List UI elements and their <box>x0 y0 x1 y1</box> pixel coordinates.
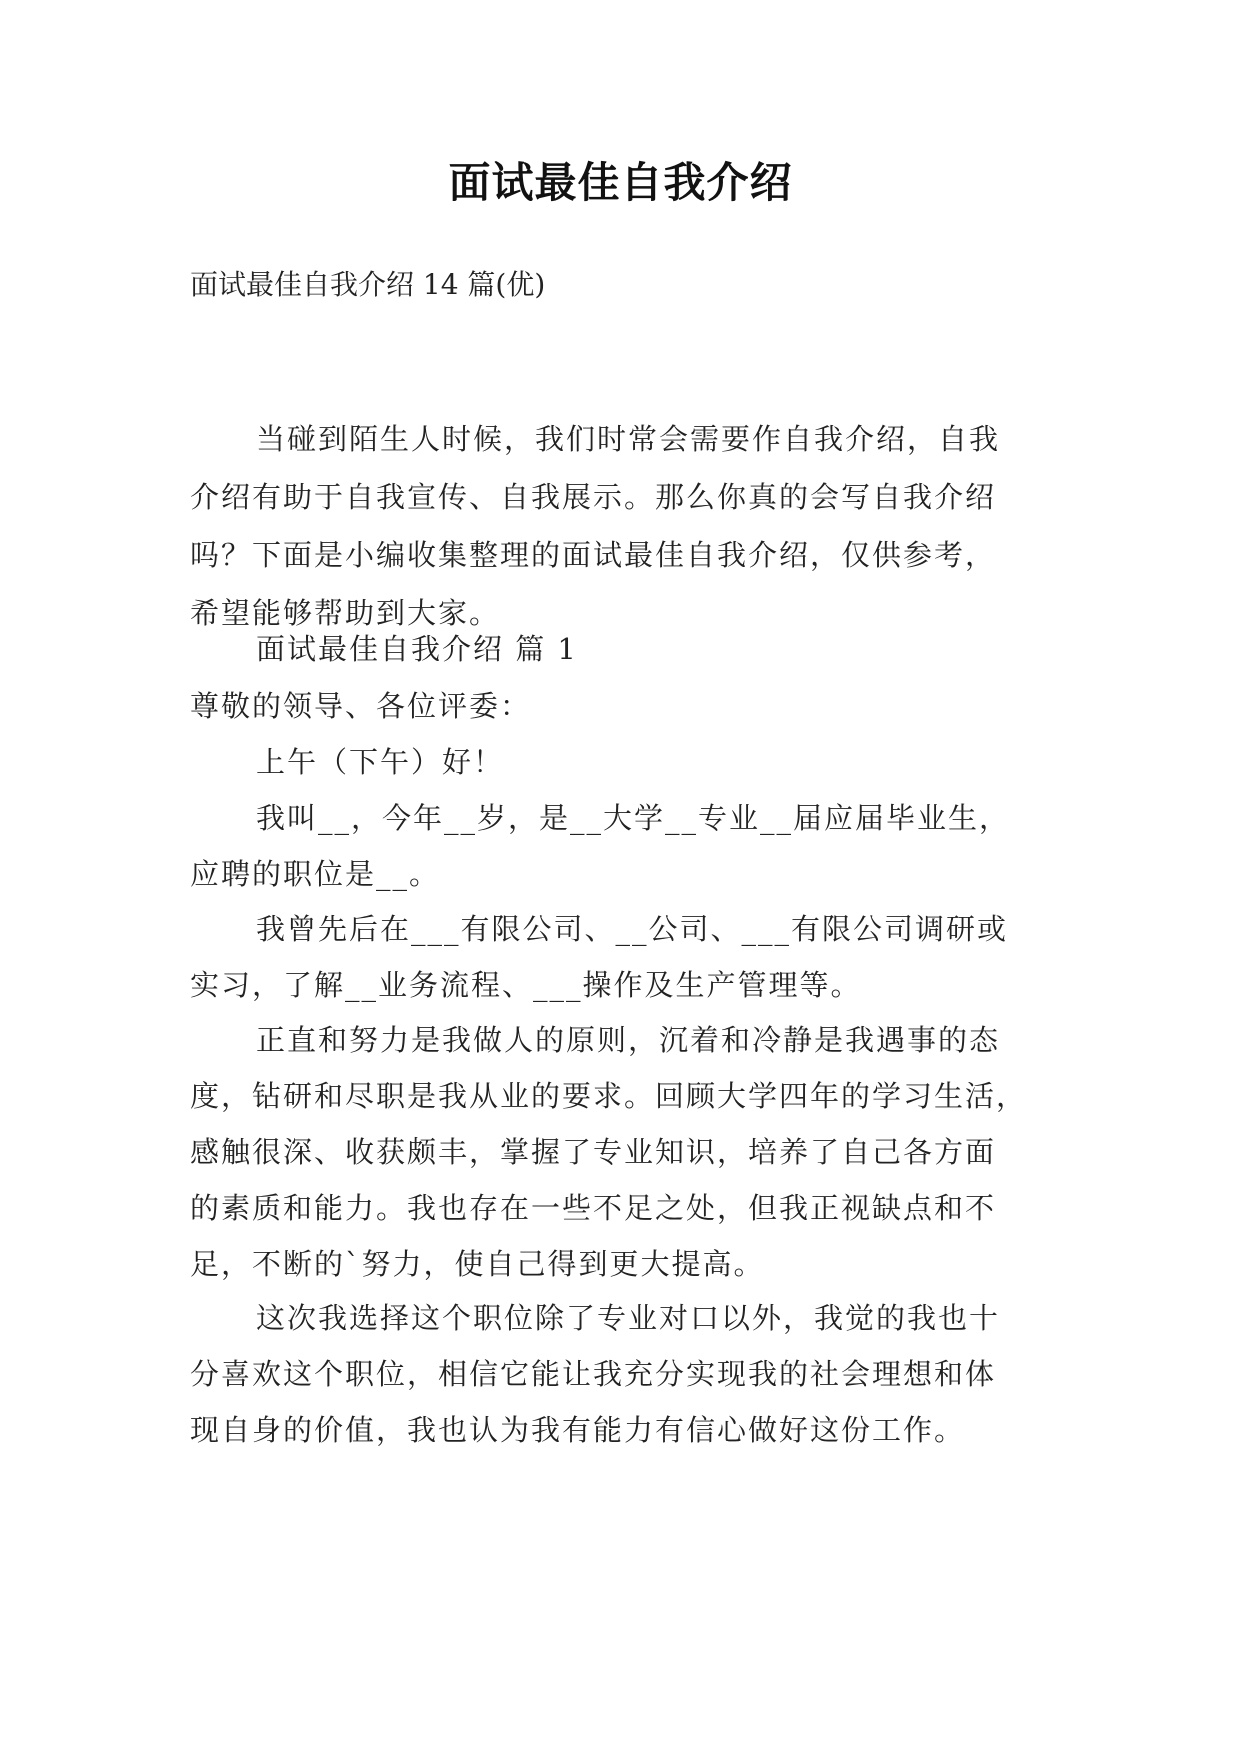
paragraph-4 <box>190 1290 1050 1458</box>
document-subtitle: 面试最佳自我介绍 14 篇(优) <box>190 268 546 301</box>
salutation: 尊敬的领导、各位评委： <box>190 689 532 723</box>
paragraph-line: 这次我选择这个职位除了专业对口以外，我觉的我也十 <box>256 1301 1001 1335</box>
intro-line: 当碰到陌生人时候，我们时常会需要作自我介绍，自我 <box>256 422 1001 456</box>
paragraph-line: 应聘的职位是__。 <box>190 857 441 891</box>
paragraph-line: 现自身的价值，我也认为我有能力有信心做好这份工作。 <box>190 1413 966 1447</box>
paragraph-line: 度，钻研和尽职是我从业的要求。回顾大学四年的学习生活， <box>190 1079 1028 1113</box>
intro-line: 希望能够帮助到大家。 <box>190 596 501 630</box>
paragraph-1 <box>190 790 1050 902</box>
intro-line: 吗？下面是小编收集整理的面试最佳自我介绍，仅供参考， <box>190 538 997 572</box>
intro-paragraph <box>190 410 1050 642</box>
section-heading: 面试最佳自我介绍 篇 1 <box>256 632 578 666</box>
greeting-block <box>190 734 1050 790</box>
paragraph-3 <box>190 1012 1050 1292</box>
document-title: 面试最佳自我介绍 <box>448 158 793 207</box>
intro-line: 介绍有助于自我宣传、自我展示。那么你真的会写自我介绍 <box>190 480 997 514</box>
salutation-block <box>190 678 1050 734</box>
paragraph-line: 正直和努力是我做人的原则，沉着和冷静是我遇事的态 <box>256 1023 1001 1057</box>
paragraph-line: 我曾先后在___有限公司、__公司、___有限公司调研或 <box>256 912 1009 946</box>
paragraph-line: 足，不断的`努力，使自己得到更大提高。 <box>190 1247 765 1281</box>
paragraph-2 <box>190 901 1050 1013</box>
paragraph-line: 实习，了解__业务流程、___操作及生产管理等。 <box>190 968 862 1002</box>
paragraph-line: 我叫__，今年__岁，是__大学__专业__届应届毕业生， <box>256 801 1011 835</box>
paragraph-line: 的素质和能力。我也存在一些不足之处，但我正视缺点和不 <box>190 1191 997 1225</box>
paragraph-line: 分喜欢这个职位，相信它能让我充分实现我的社会理想和体 <box>190 1357 997 1391</box>
paragraph-line: 感触很深、收获颇丰，掌握了专业知识，培养了自己各方面 <box>190 1135 997 1169</box>
greeting: 上午（下午）好！ <box>256 745 505 779</box>
section-heading-block <box>190 621 1050 677</box>
